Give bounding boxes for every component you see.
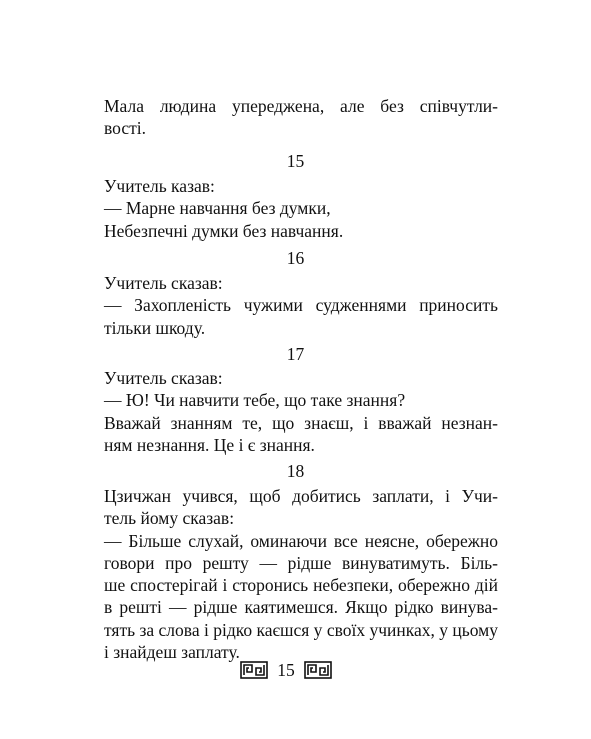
section-16-text — [104, 272, 498, 339]
text-line: — Захопленість чужими судженнями приносить — [104, 295, 498, 316]
text-line: вості. — [104, 118, 146, 139]
meander-ornament-icon — [240, 661, 268, 679]
text-line: — Ю! Чи навчити тебе, що таке знання? — [104, 390, 406, 411]
text-line: тель йому сказав: — [104, 508, 235, 529]
text-line: в решті — рідше каятимешся. Якщо рідко винува- — [104, 597, 498, 618]
text-line: ням незнання. Це і є знання. — [104, 434, 315, 455]
text-line: Цзичжан учився, щоб добитись заплати, і Учи- — [104, 486, 498, 506]
text-line: Мала людина упереджена, але без співчутли- — [104, 96, 498, 116]
text-line: говори про решту — рідше винуватимуть. Біль- — [104, 552, 498, 573]
text-line: — Більше слухай, оминаючи все неясне, обережно — [104, 530, 498, 551]
text-line: тільки шкоду. — [104, 317, 206, 338]
section-number-18: 18 — [286, 461, 305, 481]
section-number-15: 15 — [286, 151, 305, 171]
text-line: Учитель сказав: — [104, 368, 223, 388]
meander-ornament-icon — [304, 661, 332, 679]
section-17-text — [104, 367, 498, 456]
text-line: тять за слова і рідко каєшся у своїх учинках, у цьому — [104, 619, 498, 640]
text-line: ше спостерігай і сторонись небезпеки, обережно дій — [104, 575, 498, 596]
intro-paragraph — [104, 95, 498, 140]
text-line: Вважай знанням те, що знаєш, і вважай незнан- — [104, 412, 498, 433]
text-line: і знайдеш заплату. — [104, 642, 240, 663]
page-number: 15 — [277, 660, 295, 680]
section-15-text — [104, 175, 498, 242]
section-number-17: 17 — [286, 344, 305, 364]
text-line: — Марне навчання без думки, — [104, 198, 331, 219]
section-number-16: 16 — [286, 248, 305, 268]
text-line: Учитель казав: — [104, 176, 215, 196]
text-line: Небезпечні думки без навчання. — [104, 220, 344, 241]
text-line: Учитель сказав: — [104, 273, 223, 293]
section-18-text — [104, 485, 498, 663]
page-footer — [240, 657, 332, 683]
